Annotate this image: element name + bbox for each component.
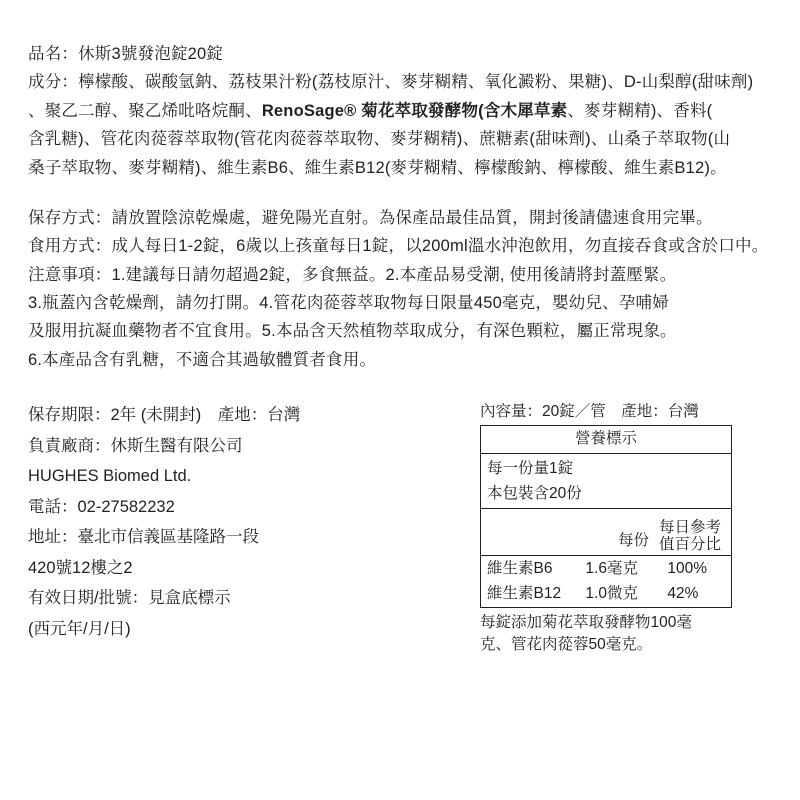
ingredients-seg-a: 、聚乙二醇、聚乙烯吡咯烷酮、	[28, 101, 262, 120]
nutrient-amount: 1.0微克	[585, 585, 638, 603]
shelf-life: 保存期限：2年 (未開封) 產地：台灣	[28, 406, 301, 425]
net-content-origin: 內容量：20錠／管 產地：台灣	[480, 403, 699, 421]
servings-per-pack: 本包裝含20份	[481, 481, 732, 509]
footnote-line-1: 每錠添加菊花萃取發酵物100毫	[480, 613, 692, 631]
expiry-batch: 有效日期/批號：見盒底標示	[28, 589, 231, 608]
table-row	[481, 581, 732, 607]
column-header-inner	[487, 519, 725, 555]
nutrition-title: 營養標示	[481, 426, 732, 453]
column-daily-value	[659, 519, 721, 555]
date-format-note: (西元年/月/日)	[28, 619, 131, 638]
footnote-line-2: 克、管花肉蓯蓉50毫克。	[480, 636, 653, 654]
column-per-serving: 每份	[617, 531, 649, 549]
company-info-block	[28, 400, 480, 644]
nutrient-percent: 42%	[667, 585, 699, 603]
spacer-1	[28, 182, 772, 204]
cautions-line-3: 及服用抗凝血藥物者不宜食用。5.本品含天然植物萃取成分，有深色顆粒，屬正常現象。	[28, 322, 677, 341]
lower-section	[28, 400, 772, 656]
nutrition-column-headers	[481, 509, 732, 556]
phone-number: 電話：02-27582232	[28, 497, 175, 516]
manufacturer: 負責廠商：休斯生醫有限公司	[28, 436, 243, 455]
storage-method: 保存方式：請放置陰涼乾燥處，避免陽光直射。為保產品最佳品質，開封後請儘速食用完畢。	[28, 208, 713, 227]
daily-value-line-1: 每日參考	[658, 518, 721, 536]
ingredients-line-3: 含乳糖)、管花肉蓯蓉萃取物(管花肉蓯蓉萃取物、麥芽糊精)、蔗糖素(甜味劑)、山桑子萃取物(山	[28, 130, 731, 149]
daily-value-line-2: 值百分比	[658, 536, 721, 554]
cautions-line-1: 注意事項：1.建議每日請勿超過2錠，多食無益。2.本產品易受潮, 使用後請將封蓋壓緊。	[28, 265, 677, 284]
nutrition-footnote	[480, 612, 742, 657]
ingredients-line-2	[28, 97, 772, 125]
nutrition-table	[480, 425, 732, 607]
cautions-line-4: 6.本產品含有乳糖，不適合其過敏體質者食用。	[28, 350, 377, 369]
directions: 食用方式：成人每日1-2錠，6歲以上孩童每日1錠，以200ml溫水沖泡飲用，勿直接吞食或含於口中。	[28, 237, 769, 256]
nutrient-percent: 100%	[667, 560, 708, 578]
product-info-block	[28, 40, 772, 182]
nutrient-name: 維生素B6	[487, 560, 553, 578]
address-line-2: 420號12樓之2	[28, 558, 133, 577]
ingredients-line-4: 桑子萃取物、麥芽糊精)、維生素B6、維生素B12(麥芽糊精、檸檬酸鈉、檸檬酸、維生素B12)。	[28, 158, 727, 177]
manufacturer-english: HUGHES Biomed Ltd.	[28, 467, 192, 486]
servings-per-pack-row	[481, 481, 732, 509]
table-row	[481, 556, 732, 582]
serving-size-row	[481, 453, 732, 481]
nutrient-name: 維生素B12	[487, 585, 562, 603]
ingredients-brand: RenoSage® 菊花萃取發酵物(含木犀草素	[261, 101, 568, 120]
ingredients-line-1: 成分：檸檬酸、碳酸氫鈉、荔枝果汁粉(荔枝原汁、麥芽糊精、氧化澱粉、果糖)、D-山梨醇(甜味劑)	[28, 73, 754, 92]
address-line-1: 地址：臺北市信義區基隆路一段	[28, 528, 259, 547]
nutrition-column-header-row	[481, 509, 732, 556]
nutrient-amount: 1.6毫克	[585, 560, 638, 578]
product-name: 品名：休斯3號發泡錠20錠	[28, 45, 224, 63]
nutrition-title-row	[481, 426, 732, 453]
cautions-line-2: 3.瓶蓋內含乾燥劑，請勿打開。4.管花肉蓯蓉萃取物每日限量450毫克，嬰幼兒、孕哺婦	[28, 294, 669, 312]
nutrition-panel	[480, 400, 772, 656]
ingredients-seg-b: 、麥芽糊精)、香料(	[567, 101, 713, 120]
serving-size: 每一份量1錠	[487, 459, 574, 477]
usage-block	[28, 204, 772, 374]
